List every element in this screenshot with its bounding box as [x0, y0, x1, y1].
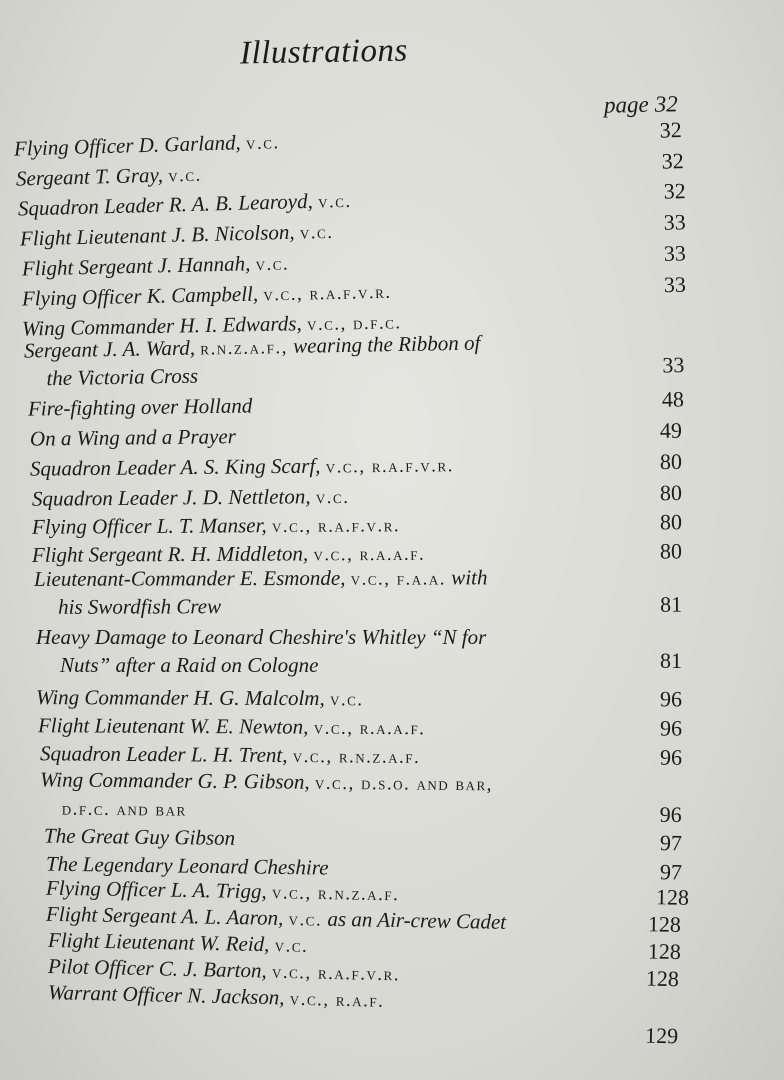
- entry-page-number: 81: [660, 648, 682, 673]
- entry-page-number: 96: [659, 686, 683, 712]
- page-column-label: [604, 91, 678, 118]
- entry-name: Flying Officer D. Garland,: [13, 130, 242, 161]
- entry-honours: v.c.: [167, 164, 203, 187]
- entry-page-number: 32: [659, 116, 683, 143]
- entry-honours: v.c.: [315, 486, 350, 509]
- entry-honours: v.c., r.a.f.v.r.: [271, 515, 401, 538]
- entry-caption: [30, 451, 454, 483]
- entry-page-number: 97: [659, 859, 683, 885]
- entry-name: Warrant Officer N. Jackson,: [47, 980, 285, 1010]
- entry-caption: [38, 712, 426, 742]
- entry-honours: v.c.: [317, 190, 352, 213]
- entry-page-number: 128: [647, 911, 682, 937]
- entry-page-number: 48: [661, 386, 685, 412]
- entry-page-number: 33: [663, 271, 687, 298]
- entry-caption: [32, 483, 350, 514]
- entry-name: Wing Commander H. I. Edwards,: [21, 311, 302, 341]
- entry-name: Wing Commander H. G. Malcolm,: [35, 685, 325, 711]
- entry-page-number: 80: [659, 448, 683, 475]
- entry-caption: [36, 624, 486, 650]
- entry-honours: v.c.: [274, 935, 309, 957]
- entry-name: Flight Lieutenant W. E. Newton,: [37, 713, 309, 739]
- entry-name-continued: the Victoria Cross: [46, 363, 199, 391]
- entry-honours: v.c., d.f.c.: [306, 312, 402, 336]
- entry-honours: v.c.: [245, 132, 280, 155]
- entry-name: Squadron Leader J. D. Nettleton,: [31, 484, 311, 511]
- entry-caption: [44, 823, 235, 851]
- entry-name: Heavy Damage to Leonard Cheshire's Whitley “N for: [36, 625, 487, 649]
- entry-name: Flight Lieutenant W. Reid,: [47, 927, 270, 957]
- entry-page-number: 128: [647, 938, 682, 965]
- entry-honours: v.c., f.a.a.: [350, 568, 447, 590]
- entry-page-number: 80: [659, 538, 683, 564]
- entry-honours: v.c., r.a.a.f.: [313, 543, 426, 566]
- entry-name: Pilot Officer C. J. Barton,: [47, 954, 267, 983]
- entry-name-continued: his Swordfish Crew: [58, 594, 222, 619]
- entry-honours: v.c., r.n.z.a.f.: [292, 746, 421, 768]
- entry-honours: r.n.z.a.f.,: [200, 336, 289, 360]
- entry-name-continued: Nuts” after a Raid on Cologne: [60, 653, 319, 677]
- entry-name: Lieutenant-Commander E. Esmonde,: [33, 565, 346, 591]
- entry-name: Flight Sergeant J. Hannah,: [21, 251, 251, 281]
- entry-name: Squadron Leader L. H. Trent,: [39, 741, 288, 768]
- entry-caption-continued: [60, 652, 318, 678]
- entry-caption-continued: [46, 363, 198, 392]
- entry-page-number: 80: [659, 509, 683, 535]
- entry-name: Flying Officer K. Campbell,: [21, 281, 259, 311]
- entry-caption: [16, 161, 202, 194]
- list-item: [0, 766, 784, 827]
- entry-honours: v.c., r.a.f.v.r.: [271, 961, 401, 986]
- entry-name: Flight Sergeant A. L. Aaron,: [45, 901, 284, 930]
- entry-page-number: 97: [659, 830, 683, 856]
- entry-page-number: 49: [659, 417, 683, 443]
- entry-name-tail: as an Air-crew Cadet: [327, 906, 507, 934]
- entry-name: Flying Officer L. T. Manser,: [31, 513, 267, 539]
- list-item: [0, 624, 784, 677]
- entry-page-number: 80: [659, 480, 683, 506]
- entry-caption: [32, 511, 400, 542]
- entry-caption: [36, 684, 364, 713]
- entry-honours: v.c., r.a.f.v.r.: [325, 455, 455, 478]
- entry-name: Wing Commander G. P. Gibson,: [39, 767, 310, 794]
- entry-page-number: 96: [659, 801, 682, 827]
- entry-name: The Legendary Leonard Cheshire: [45, 851, 329, 880]
- entry-name: Squadron Leader R. A. B. Learoyd,: [17, 188, 314, 221]
- entry-caption: [40, 766, 493, 798]
- entry-honours: v.c.: [255, 253, 290, 276]
- entry-name: Fire-fighting over Holland: [27, 393, 253, 421]
- page-first: 32: [654, 91, 678, 117]
- entry-name: Flying Officer L. A. Trigg,: [45, 875, 267, 904]
- entry-name-tail: with: [451, 565, 488, 590]
- entry-caption: [30, 423, 236, 452]
- entry-name: Sergeant J. A. Ward,: [23, 335, 196, 363]
- entry-caption: [28, 392, 253, 421]
- entry-name: Sergeant T. Gray,: [15, 162, 164, 191]
- entry-page-number: 33: [663, 209, 687, 235]
- entry-page-number: 81: [660, 591, 683, 617]
- entry-page-number: 33: [662, 352, 685, 378]
- entry-page-number: 96: [659, 744, 683, 770]
- entry-page-number: 128: [645, 965, 680, 992]
- entry-page-number: 33: [663, 240, 687, 266]
- entry-page-number: 32: [661, 148, 685, 174]
- entry-caption-continued: [62, 795, 187, 824]
- entry-honours-continued: d.f.c. and bar: [61, 798, 187, 821]
- entry-caption: [14, 128, 280, 163]
- entry-honours: v.c., d.s.o. and bar,: [314, 772, 494, 796]
- entry-honours: v.c., r.n.z.a.f.: [271, 882, 400, 906]
- entry-name: Flight Lieutenant J. B. Nicolson,: [19, 219, 295, 251]
- entry-honours: v.c.: [288, 909, 323, 931]
- entry-honours: v.c., r.a.f.: [289, 988, 385, 1012]
- entry-caption: [22, 249, 290, 283]
- entry-page-number: 128: [655, 884, 690, 910]
- entry-page-number: 96: [659, 715, 683, 741]
- entry-page-number: 129: [644, 1022, 679, 1049]
- entry-caption-continued: [58, 593, 221, 620]
- entry-name: Squadron Leader A. S. King Scarf,: [29, 453, 321, 481]
- list-item: [0, 563, 784, 619]
- entry-honours: v.c., r.a.f.v.r.: [263, 281, 392, 306]
- entry-name: Flight Sergeant R. H. Middleton,: [31, 541, 309, 567]
- entry-name: On a Wing and a Prayer: [29, 424, 237, 451]
- entry-name-tail: wearing the Ribbon of: [292, 330, 481, 358]
- page-word: page: [603, 91, 649, 118]
- page-title: Illustrations: [239, 32, 409, 72]
- entry-name: The Great Guy Gibson: [43, 823, 236, 850]
- entry-honours: v.c.: [329, 689, 364, 711]
- entry-page-number: 32: [663, 178, 687, 204]
- entry-honours: v.c., r.a.a.f.: [313, 717, 426, 740]
- entry-caption: [34, 564, 488, 594]
- entry-honours: v.c.: [299, 221, 334, 244]
